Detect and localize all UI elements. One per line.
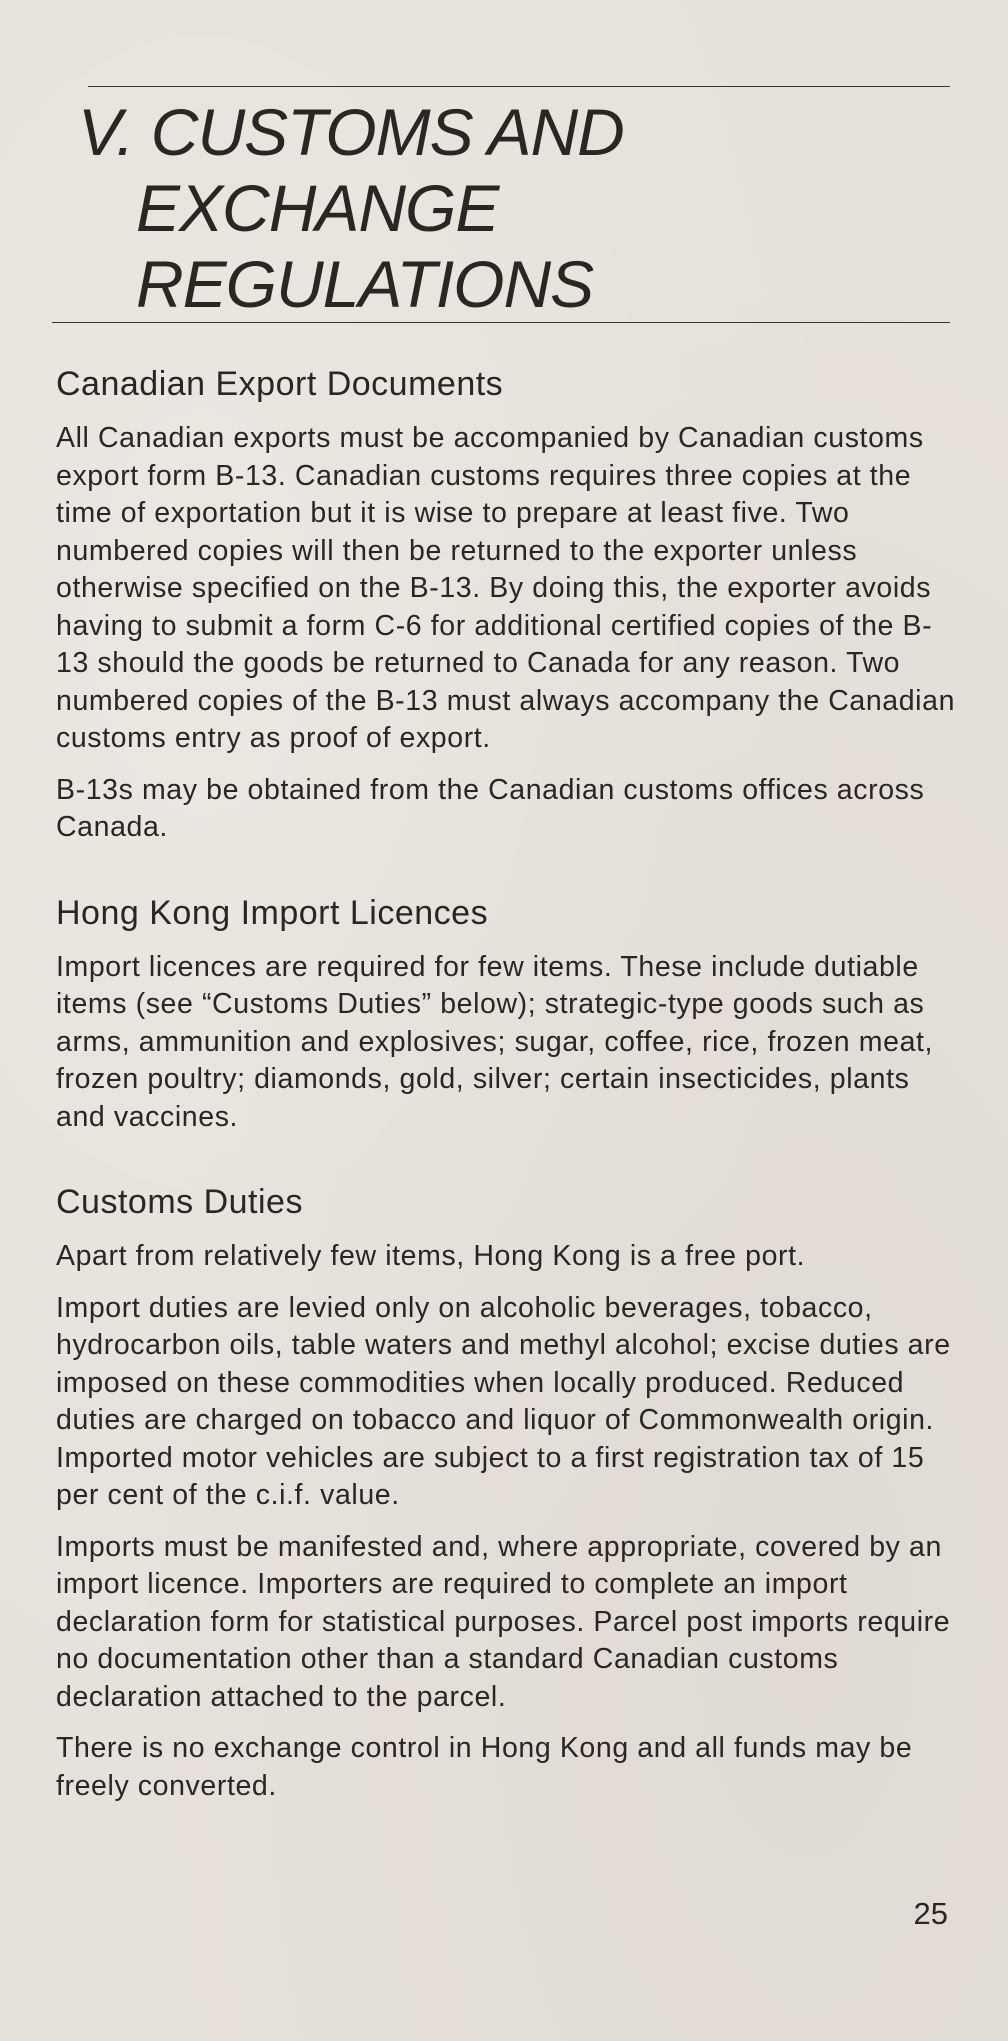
paragraph: Apart from relatively few items, Hong Kong is a free port. bbox=[56, 1240, 806, 1272]
chapter-title-line: REGULATIONS bbox=[136, 247, 594, 321]
paragraph: B-13s may be obtained from the Canadian customs offices across Canada. bbox=[56, 773, 925, 843]
title-bottom-rule bbox=[52, 322, 950, 323]
paragraph: Imports must be manifested and, where appropriate, covered by an import licence. Importers are required to complete an import declaration form for statistical purposes. Parcel post imports require no documentation other than a standard Canadian customs declaration attached to the parcel. bbox=[56, 1530, 951, 1713]
chapter-title bbox=[78, 94, 778, 322]
paragraph: Import duties are levied only on alcoholic beverages, tobacco, hydrocarbon oils, table waters and methyl alcohol; excise duties are imposed on these commodities when locally produced. Reduced duties are charged on tobacco and liquor of Commonwealth origin. Imported motor vehicles are subject to a first registration tax of 15 per cent of the c.i.f. value. bbox=[56, 1291, 951, 1511]
section-heading: Hong Kong Import Licences bbox=[56, 893, 489, 932]
paragraph: There is no exchange control in Hong Kong and all funds may be freely converted. bbox=[56, 1732, 913, 1802]
chapter-title-line: EXCHANGE bbox=[136, 171, 499, 245]
top-rule bbox=[88, 86, 950, 87]
section-heading: Customs Duties bbox=[56, 1183, 303, 1221]
section-hong-kong-import-licences bbox=[56, 891, 956, 1137]
body-content bbox=[56, 362, 956, 1849]
section-heading: Canadian Export Documents bbox=[56, 365, 504, 403]
chapter-title-line: V. CUSTOMS AND bbox=[78, 95, 624, 169]
paragraph: Import licences are required for few items. These include dutiable items (see “Customs Duties” below); strategic-type goods such as arms, ammunition and explosives; sugar, coffee, rice, frozen meat, frozen poultry; diamonds, gold, silver; certain insecticides, plants and vaccines. bbox=[56, 950, 934, 1133]
section-customs-duties bbox=[56, 1180, 956, 1805]
page-number: 25 bbox=[913, 1896, 948, 1931]
paragraph: All Canadian exports must be accompanied by Canadian customs export form B-13. Canadian customs requires three copies at the time of exportation but it is wise to prepare at least five. Two numbered copies will then be returned to the exporter unless otherwise specified on the B-13. By doing this, the exporter avoids having to submit a form C-6 for additional certified copies of the B-13 should the goods be returned to Canada for any reason. Two numbered copies of the B-13 must always accompany the Canadian customs entry as proof of export. bbox=[56, 422, 956, 754]
section-canadian-export-documents bbox=[56, 362, 956, 847]
